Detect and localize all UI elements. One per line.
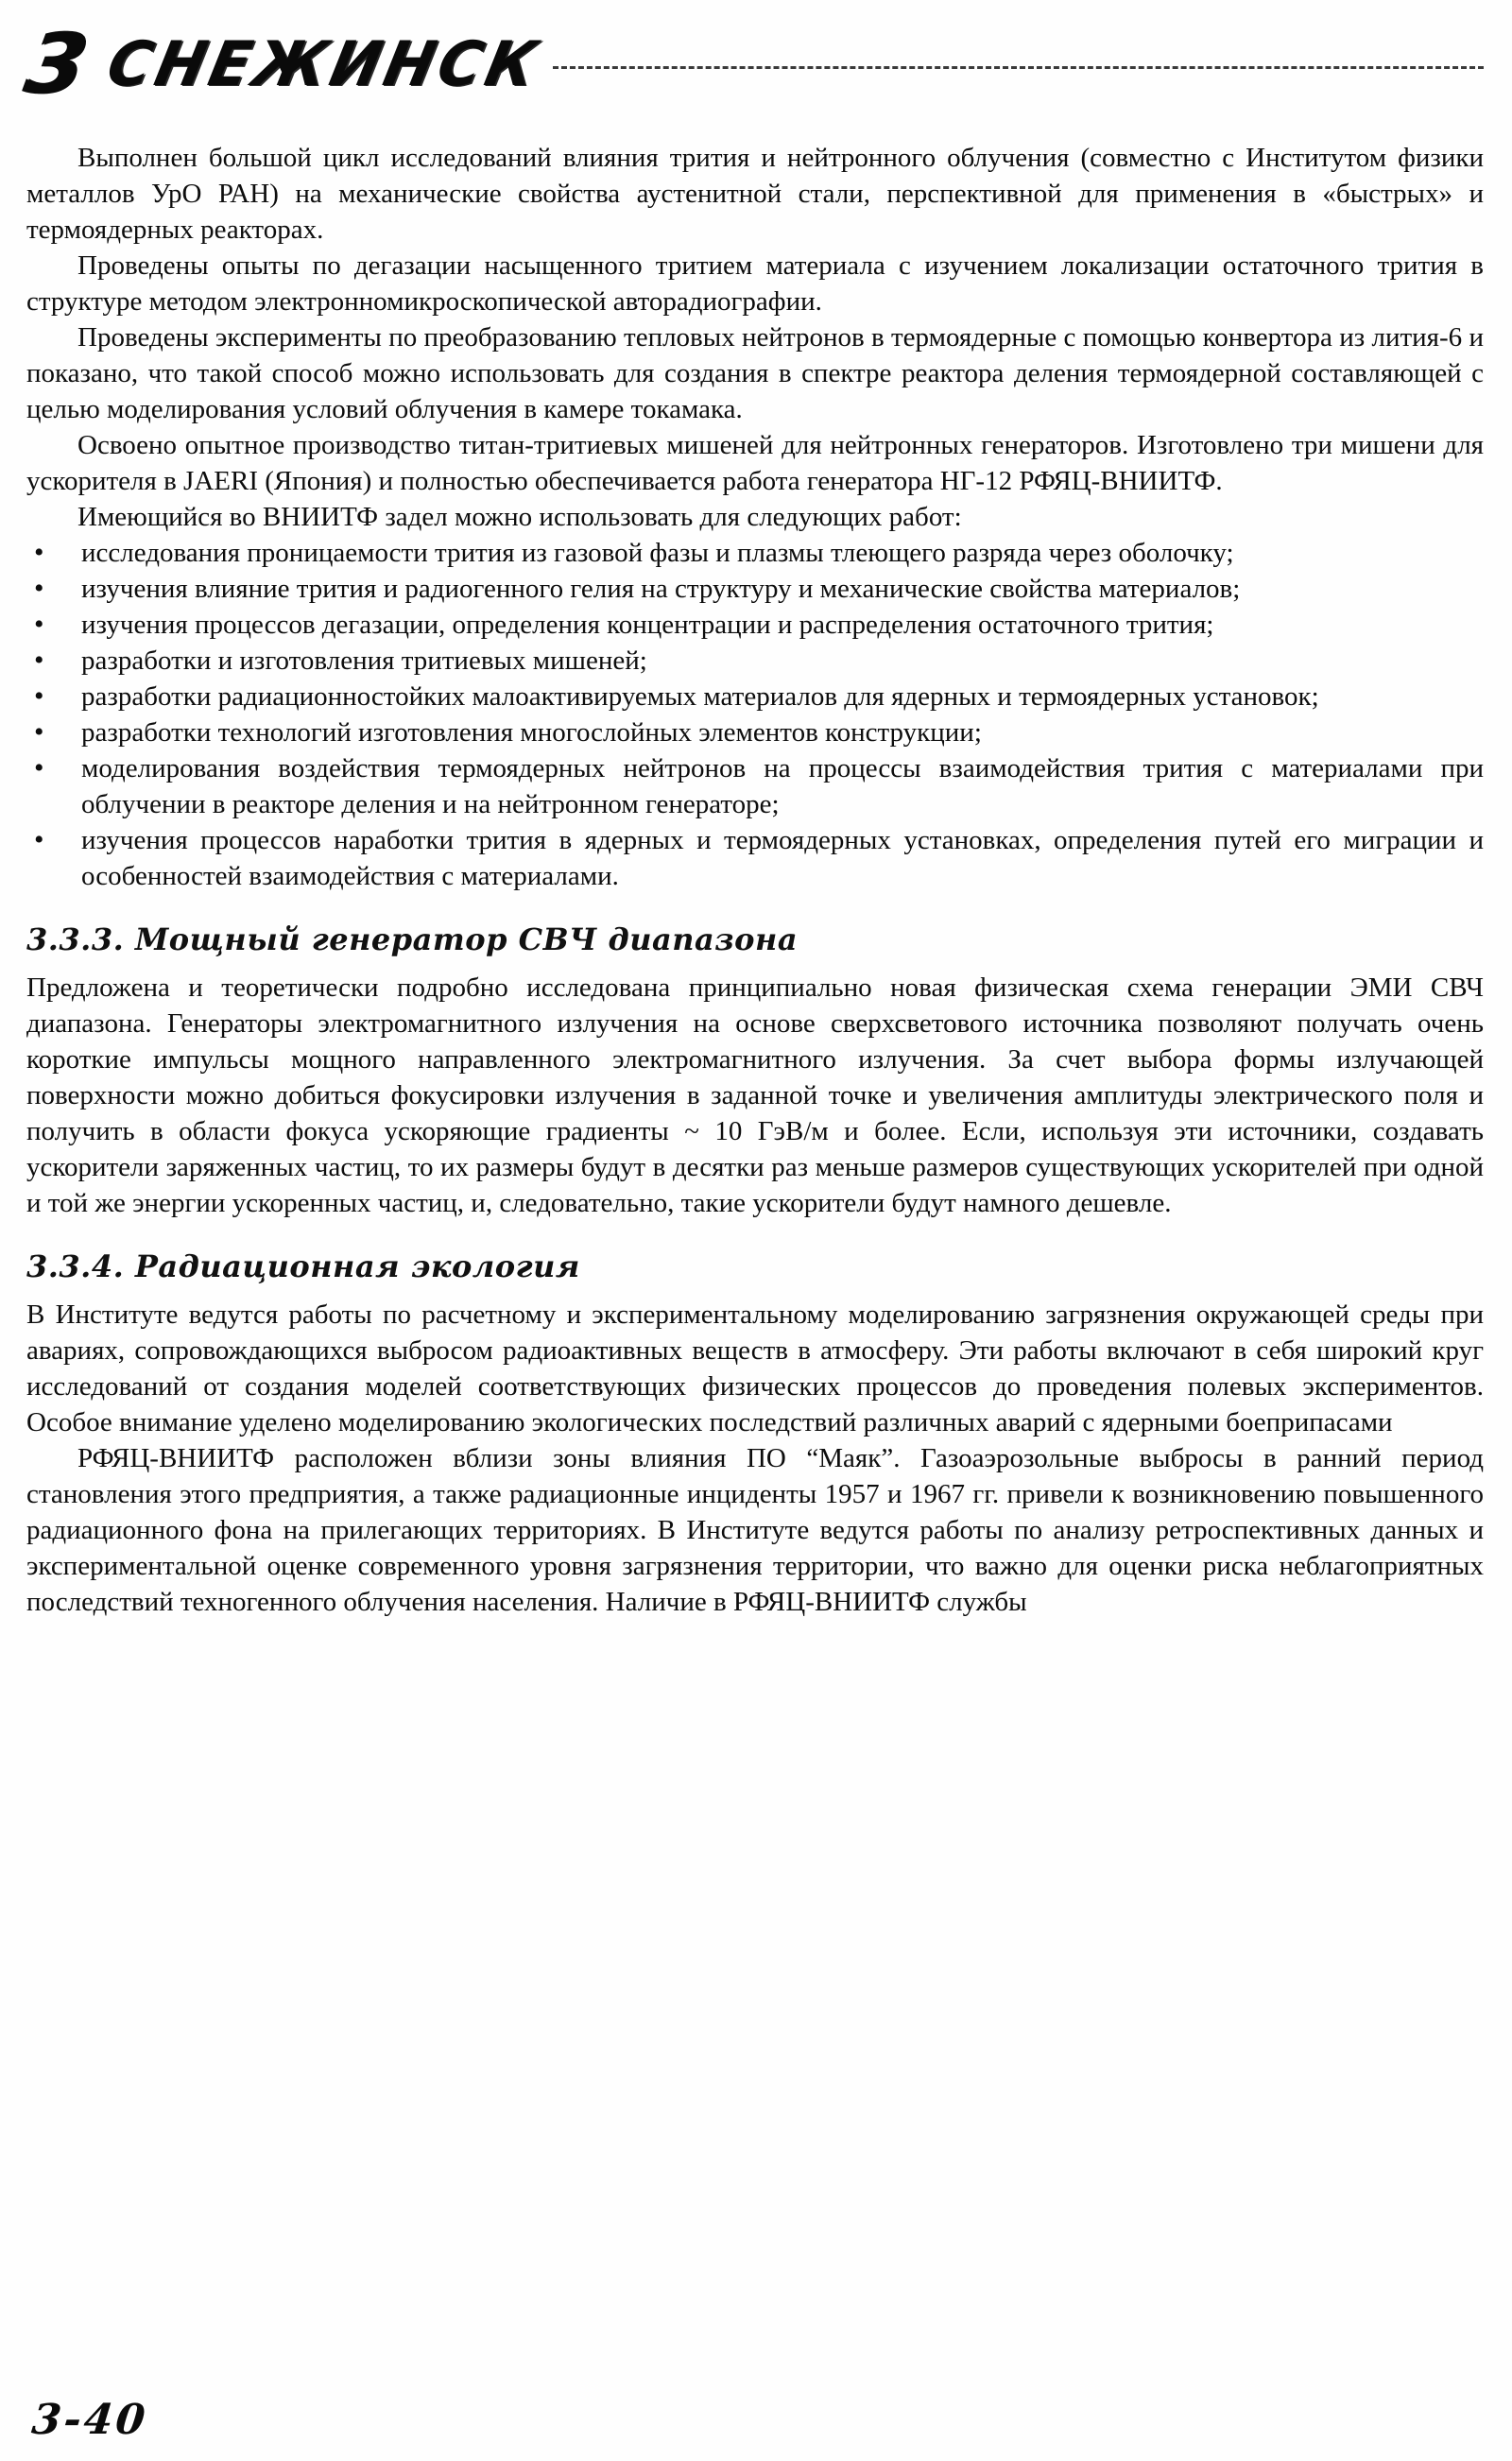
header-dashed-rule [553, 66, 1484, 69]
page-header [18, 15, 1484, 112]
bullet-item: • изучения процессов наработки трития в ядерных и термоядерных установках, определения путей его миграции и особенностей взаимодействия с материалами. [26, 822, 1484, 894]
section-heading-3-3-3: 3.3.3. Мощный генератор СВЧ диапазона [26, 921, 799, 957]
paragraph: Предложена и теоретически подробно исследована принципиально новая физическая схема генерации ЭМИ СВЧ диапазона. Генераторы электромагнитного излучения на основе сверхсветового источника позволяют получать очень короткие импульсы мощного направленного электромагнитного излучения. За счет выбора формы излучающей поверхности можно добиться фокусировки излучения в заданной точке и увеличения амплитуды электрического поля и получить в области фокуса ускоряющие градиенты ~ 10 ГэВ/м и более. Если, используя эти источники, создавать ускорители заряженных частиц, то их размеры будут в десятки раз меньше размеров существующих ускорителей при одной и той же энергии ускоренных частиц, и, следовательно, такие ускорители будут намного дешевле. [26, 972, 1484, 1218]
bullet-item: • разработки технологий изготовления многослойных элементов конструкции; [26, 714, 1484, 750]
paragraph: Проведены опыты по дегазации насыщенного тритием материала с изучением локализации остаточного трития в структуре методом электронномикроскопической авторадиографии. [26, 250, 1484, 317]
paragraph-list-intro: Имеющийся во ВНИИТФ задел можно использовать для следующих работ: [77, 502, 962, 532]
bullet-item: • моделирования воздействия термоядерных нейтронов на процессы взаимодействия трития с материалами при облучении в реакторе деления и на нейтронном генераторе; [26, 750, 1484, 822]
paragraph: Проведены эксперименты по преобразованию тепловых нейтронов в термоядерные с помощью конвертора из лития-6 и показано, что такой способ можно использовать для создания в спектре реактора деления термоядерной составляющей с целью моделирования условий облучения в камере токамака. [26, 322, 1484, 424]
paragraph: В Институте ведутся работы по расчетному и экспериментальному моделированию загрязнения окружающей среды при авариях, сопровождающихся выбросом радиоактивных веществ в атмосферу. Эти работы включают в себя широкий круг исследований от создания моделей соответствующих физических процессов до проведения полевых экспериментов. Особое внимание уделено моделированию экологических последствий различных аварий с ядерными боеприпасами [26, 1299, 1484, 1437]
chapter-number-logo: 3 [18, 15, 94, 112]
bullet-item: • изучения влияние трития и радиогенного гелия на структуру и механические свойства материалов; [26, 571, 1484, 607]
section-heading-3-3-4: 3.3.4. Радиационная экология [26, 1248, 580, 1284]
bullet-list [26, 535, 1484, 894]
bullet-item: • изучения процессов дегазации, определения концентрации и распределения остаточного трития; [26, 607, 1484, 643]
snezhinsk-logo: СНЕЖИНСК [101, 27, 548, 100]
paragraph: Выполнен большой цикл исследований влияния трития и нейтронного облучения (совместно с Институтом физики металлов УрО РАН) на механические свойства аустенитной стали, перспективной для применения в «быстрых» и термоядерных реакторах. [26, 143, 1484, 245]
paragraph: Освоено опытное производство титан-тритиевых мишеней для нейтронных генераторов. Изготовлено три мишени для ускорителя в JAERI (Япония) и полностью обеспечивается работа генератора НГ-12 РФЯЦ-ВНИИТФ. [26, 430, 1484, 496]
bullet-item: • разработки радиационностойких малоактивируемых материалов для ядерных и термоядерных установок; [26, 679, 1484, 714]
paragraph: РФЯЦ-ВНИИТФ расположен вблизи зоны влияния ПО “Маяк”. Газоаэрозольные выбросы в ранний период становления этого предприятия, а также радиационные инциденты 1957 и 1967 гг. привели к возникновению повышенного радиационного фона на прилегающих территориях. В Институте ведутся работы по анализу ретроспективных данных и экспериментальной оценке современного уровня загрязнения территории, что важно для оценки риска неблагоприятных последствий техногенного облучения населения. Наличие в РФЯЦ-ВНИИТФ службы [26, 1443, 1484, 1617]
bullet-item: • разработки и изготовления тритиевых мишеней; [26, 643, 1484, 679]
page-number: 3-40 [29, 2396, 150, 2444]
bullet-item: • исследования проницаемости трития из газовой фазы и плазмы тлеющего разряда через оболочку; [26, 535, 1484, 571]
